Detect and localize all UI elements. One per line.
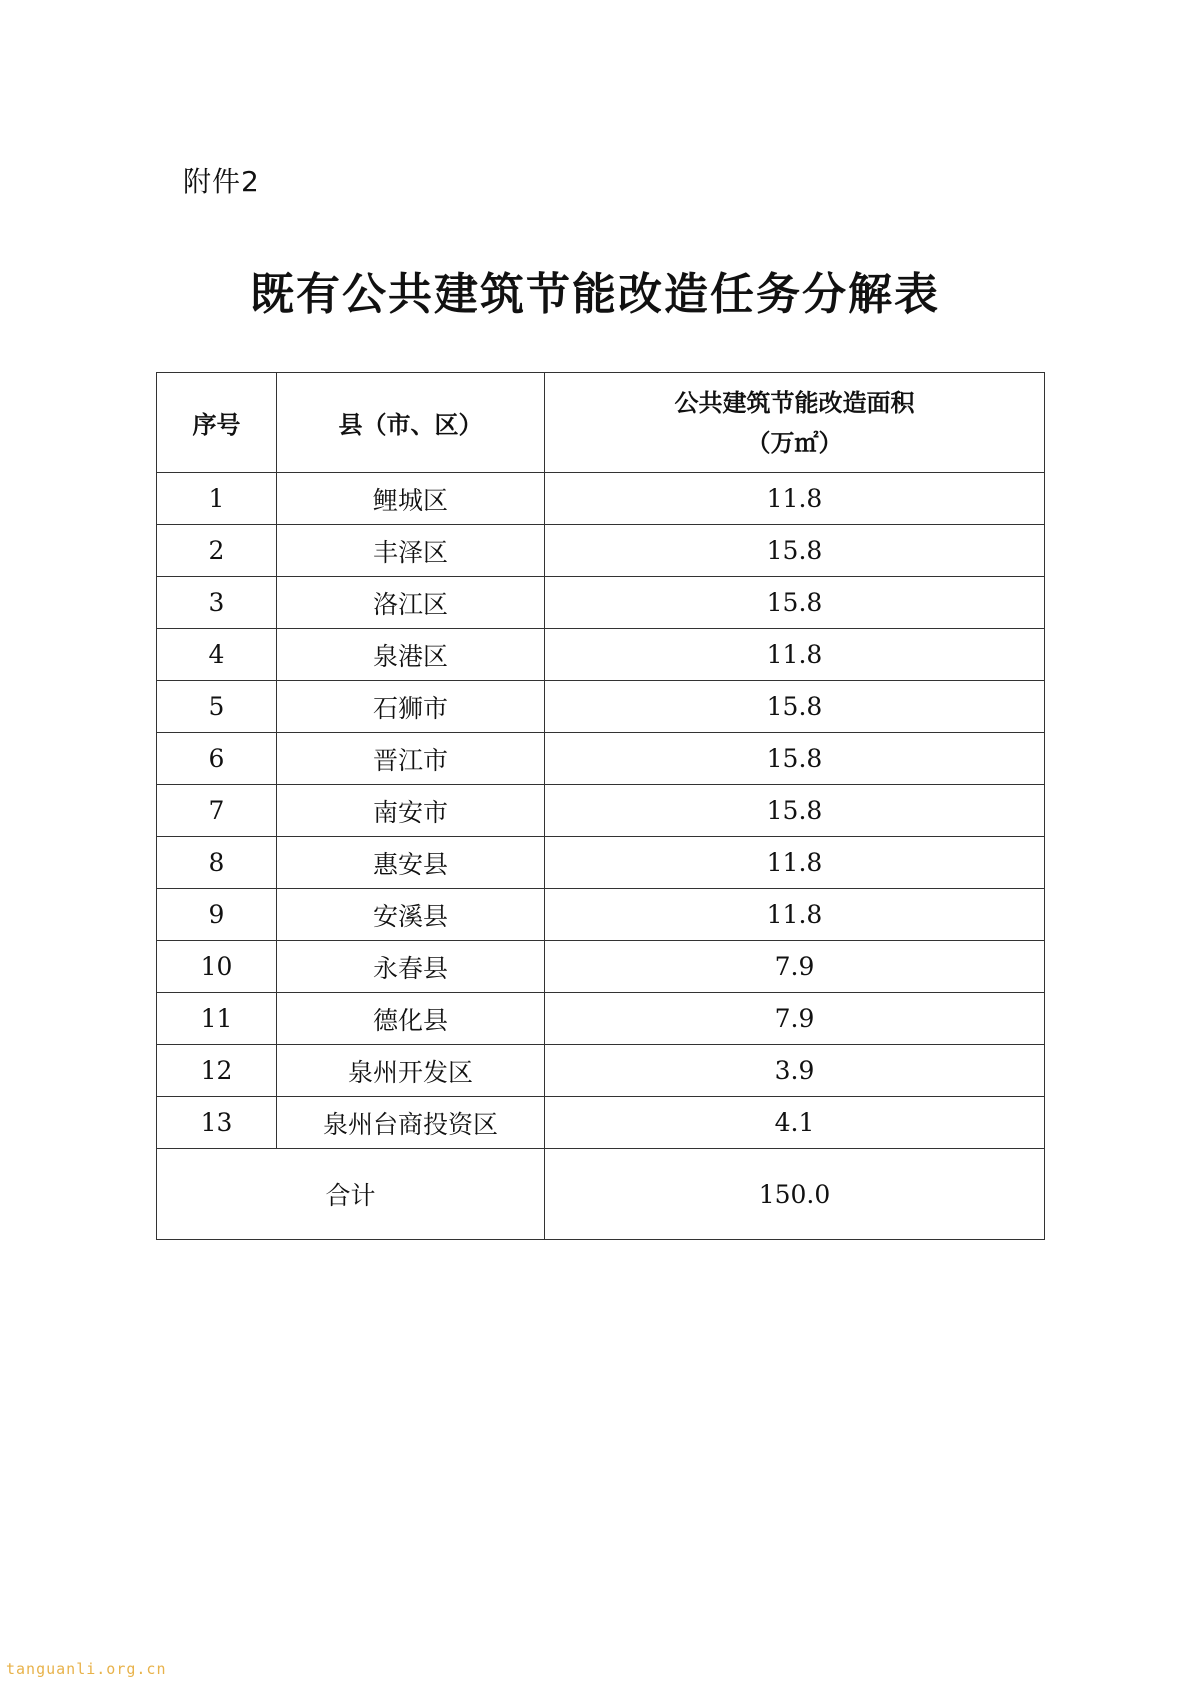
- cell-county: 晋江市: [277, 733, 545, 785]
- cell-county: 丰泽区: [277, 525, 545, 577]
- table-row: [157, 785, 1045, 837]
- table-row: [157, 577, 1045, 629]
- cell-seq: 3: [157, 577, 277, 629]
- cell-county: 泉州开发区: [277, 1045, 545, 1097]
- table-total-row: [157, 1149, 1045, 1240]
- cell-area: 15.8: [545, 785, 1045, 837]
- cell-seq: 13: [157, 1097, 277, 1149]
- table-row: [157, 941, 1045, 993]
- cell-area: 15.8: [545, 525, 1045, 577]
- table-row: [157, 629, 1045, 681]
- cell-area: 15.8: [545, 733, 1045, 785]
- table-row: [157, 1097, 1045, 1149]
- header-area-line1: 公共建筑节能改造面积: [674, 387, 915, 417]
- task-breakdown-table: [156, 372, 1045, 1240]
- cell-seq: 12: [157, 1045, 277, 1097]
- cell-area: 11.8: [545, 473, 1045, 525]
- cell-county: 泉港区: [277, 629, 545, 681]
- cell-county: 永春县: [277, 941, 545, 993]
- cell-seq: 4: [157, 629, 277, 681]
- cell-county: 安溪县: [277, 889, 545, 941]
- cell-county: 泉州台商投资区: [277, 1097, 545, 1149]
- cell-seq: 6: [157, 733, 277, 785]
- cell-area: 4.1: [545, 1097, 1045, 1149]
- cell-county: 德化县: [277, 993, 545, 1045]
- cell-seq: 9: [157, 889, 277, 941]
- cell-seq: 10: [157, 941, 277, 993]
- cell-area: 7.9: [545, 941, 1045, 993]
- table-row: [157, 473, 1045, 525]
- cell-area: 3.9: [545, 1045, 1045, 1097]
- cell-area: 11.8: [545, 837, 1045, 889]
- cell-seq: 1: [157, 473, 277, 525]
- table-row: [157, 733, 1045, 785]
- cell-area: 15.8: [545, 681, 1045, 733]
- table-row: [157, 525, 1045, 577]
- table-header-row: [157, 373, 1045, 473]
- cell-county: 鲤城区: [277, 473, 545, 525]
- cell-seq: 8: [157, 837, 277, 889]
- table-row: [157, 681, 1045, 733]
- cell-area: 11.8: [545, 629, 1045, 681]
- cell-county: 惠安县: [277, 837, 545, 889]
- cell-seq: 7: [157, 785, 277, 837]
- cell-county: 南安市: [277, 785, 545, 837]
- document-title: 既有公共建筑节能改造任务分解表: [250, 269, 940, 320]
- table-row: [157, 889, 1045, 941]
- cell-total-area: 150.0: [545, 1149, 1045, 1240]
- cell-county: 石狮市: [277, 681, 545, 733]
- cell-seq: 5: [157, 681, 277, 733]
- table-row: [157, 1045, 1045, 1097]
- header-area: [545, 373, 1045, 473]
- cell-area: 7.9: [545, 993, 1045, 1045]
- site-watermark: tanguanli.org.cn: [6, 1660, 167, 1678]
- cell-area: 15.8: [545, 577, 1045, 629]
- header-county: 县（市、区）: [277, 373, 545, 473]
- table-row: [157, 837, 1045, 889]
- cell-total-label: 合计: [157, 1149, 545, 1240]
- header-area-line2: （万㎡）: [746, 427, 843, 457]
- table-row: [157, 993, 1045, 1045]
- cell-seq: 2: [157, 525, 277, 577]
- header-seq: 序号: [157, 373, 277, 473]
- cell-county: 洛江区: [277, 577, 545, 629]
- cell-seq: 11: [157, 993, 277, 1045]
- attachment-label: 附件2: [183, 165, 260, 198]
- cell-area: 11.8: [545, 889, 1045, 941]
